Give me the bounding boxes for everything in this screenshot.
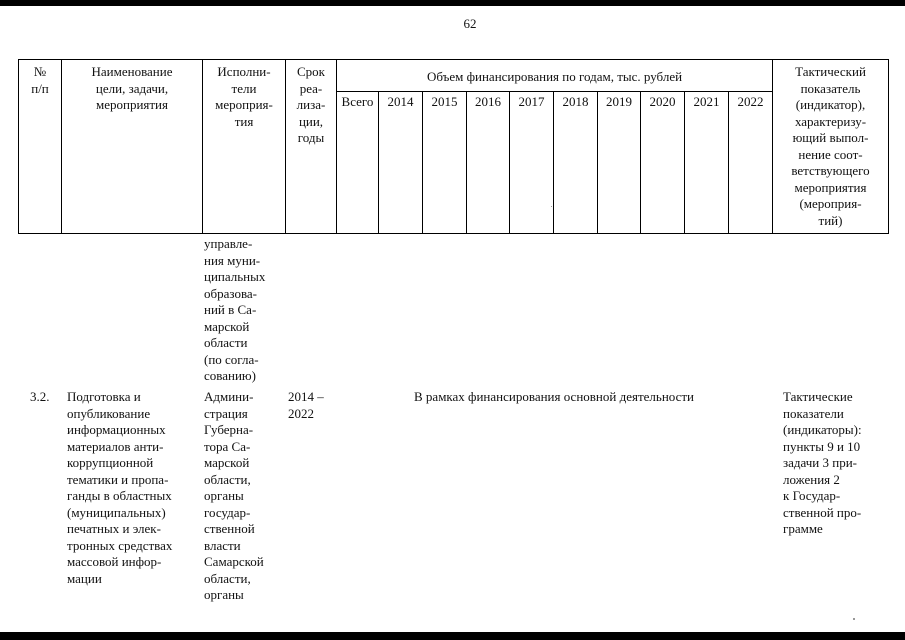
row-3-2-indicator: Тактические показатели (индикаторы): пункты 9 и 10 задачи 3 при- ложения 2 к Государ- ственной про- грамме — [783, 389, 862, 536]
header-year: 2015 — [431, 94, 458, 109]
header-year: 2022 — [737, 94, 764, 109]
header-top-rule — [18, 59, 888, 60]
row-3-2-name: Подготовка и опубликование информационных материалов анти- коррупционной тематики и пропа- ганды в областных (муниципальных) печатных и элек- тронных средствах массовой инфор- мации — [67, 389, 173, 586]
header-year: 2021 — [693, 94, 720, 109]
header-num: № п/п — [31, 64, 49, 96]
header-executors: Исполни- тели мероприя- тия — [215, 64, 273, 129]
page-number: 62 — [463, 16, 477, 31]
scan-speck — [853, 618, 855, 620]
header-indicator: Тактический показатель (индикатор), характеризу- ющий выпол- нение соот- ветствующего мероприятия (мероприя- тий) — [791, 64, 870, 228]
row-3-2-num: 3.2. — [30, 389, 50, 404]
header-year: 2014 — [387, 94, 414, 109]
header-year: 2018 — [562, 94, 589, 109]
header-bottom-rule — [18, 233, 888, 234]
bottom-border — [0, 632, 905, 640]
year-divider — [422, 91, 423, 233]
year-divider — [509, 91, 510, 233]
continued-executors-cell: управле- ния муни- ципальных образова- ний в Са- марской области (по согла- сованию) — [204, 236, 266, 383]
scan-speck — [551, 206, 552, 207]
financing-subheader-rule — [336, 91, 772, 92]
year-divider — [378, 91, 379, 233]
row-3-2-term: 2014 – 2022 — [288, 389, 324, 421]
year-divider — [728, 91, 729, 233]
col-divider — [888, 59, 889, 234]
header-total: Всего — [341, 94, 374, 109]
header-term: Срок реа- лиза- ции, годы — [296, 64, 326, 145]
header-name: Наименование цели, задачи, мероприятия — [91, 64, 173, 112]
year-divider — [553, 91, 554, 233]
header-financing: Объем финансирования по годам, тыс. рублей — [426, 69, 683, 84]
row-3-2-financing: В рамках финансирования основной деятельности — [414, 389, 695, 404]
year-divider — [684, 91, 685, 233]
header-year: 2019 — [606, 94, 632, 109]
year-divider — [466, 91, 467, 233]
top-border — [0, 0, 905, 6]
year-divider — [640, 91, 641, 233]
header-year: 2016 — [475, 94, 501, 109]
header-year: 2017 — [518, 94, 545, 109]
row-3-2-executors: Админи- страция Губерна- тора Са- марской области, органы государ- ственной власти Самарской области, органы — [204, 389, 264, 602]
year-divider — [597, 91, 598, 233]
header-year: 2020 — [649, 94, 676, 109]
